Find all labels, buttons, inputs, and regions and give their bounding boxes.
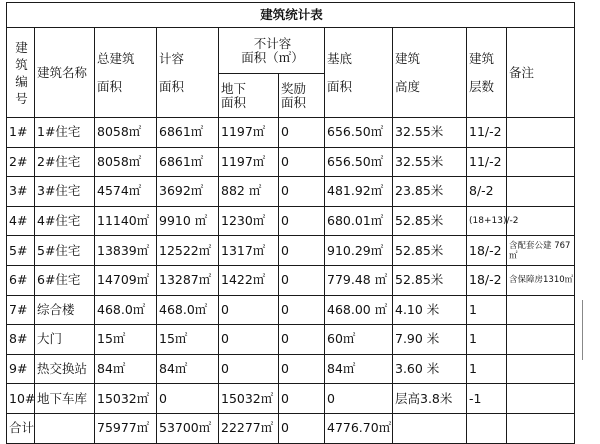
cell-base: 680.01㎡ xyxy=(325,206,393,236)
cell-total: 15㎡ xyxy=(95,325,157,355)
cell-id: 5# xyxy=(7,236,35,266)
margin-line xyxy=(582,300,583,360)
cell-height: 32.55米 xyxy=(393,118,467,148)
cell-counted: 13287㎡ xyxy=(157,265,219,295)
cell-floors: 18/-2 xyxy=(467,236,507,266)
cell-underground: 1197㎡ xyxy=(219,147,279,177)
header-base-area: 基底 面积 xyxy=(325,28,393,118)
cell-bonus: 0 xyxy=(279,384,325,414)
cell-underground: 0 xyxy=(219,354,279,384)
table-row xyxy=(7,147,575,177)
cell-total: 11140㎡ xyxy=(95,206,157,236)
cell-counted: 468.0㎡ xyxy=(157,295,219,325)
cell-remark: 含配套公建 767㎡ xyxy=(507,236,575,266)
cell-name: 5#住宅 xyxy=(35,236,95,266)
cell-base: 4776.70㎡ xyxy=(325,413,393,443)
cell-remark xyxy=(507,118,575,148)
cell-remark xyxy=(507,325,575,355)
cell-height: 52.85米 xyxy=(393,206,467,236)
cell-remark xyxy=(507,413,575,443)
table-row xyxy=(7,206,575,236)
cell-floors: 1 xyxy=(467,295,507,325)
cell-total: 13839㎡ xyxy=(95,236,157,266)
cell-name: 地下车库 xyxy=(35,384,95,414)
cell-remark xyxy=(507,384,575,414)
cell-floors: 1 xyxy=(467,325,507,355)
table-title: 建筑统计表 xyxy=(7,3,575,28)
cell-base: 656.50㎡ xyxy=(325,147,393,177)
cell-base: 910.29㎡ xyxy=(325,236,393,266)
cell-total: 75977㎡ xyxy=(95,413,157,443)
cell-underground: 15032㎡ xyxy=(219,384,279,414)
cell-underground: 22277㎡ xyxy=(219,413,279,443)
cell-height xyxy=(393,413,467,443)
table-body xyxy=(7,118,575,444)
table-row xyxy=(7,325,575,355)
cell-height: 层高3.8米 xyxy=(393,384,467,414)
header-building-number: 建 筑 编 号 xyxy=(7,28,35,118)
cell-floors xyxy=(467,413,507,443)
cell-base: 0 xyxy=(325,384,393,414)
cell-height: 3.60 米 xyxy=(393,354,467,384)
cell-bonus: 0 xyxy=(279,354,325,384)
table-row xyxy=(7,354,575,384)
cell-name: 1#住宅 xyxy=(35,118,95,148)
table-row xyxy=(7,236,575,266)
header-underground-area: 地下 面积 xyxy=(219,74,279,118)
cell-name: 2#住宅 xyxy=(35,147,95,177)
cell-id: 合计 xyxy=(7,413,35,443)
cell-total: 468.0㎡ xyxy=(95,295,157,325)
table-row xyxy=(7,265,575,295)
cell-underground: 882 ㎡ xyxy=(219,177,279,207)
cell-remark xyxy=(507,177,575,207)
header-building-floors: 建筑 层数 xyxy=(467,28,507,118)
table-row xyxy=(7,384,575,414)
header-not-counted-area: 不计容 面积（㎡） xyxy=(219,28,325,74)
cell-bonus: 0 xyxy=(279,206,325,236)
cell-height: 32.55米 xyxy=(393,147,467,177)
cell-name xyxy=(35,413,95,443)
cell-floors: 8/-2 xyxy=(467,177,507,207)
cell-id: 2# xyxy=(7,147,35,177)
cell-base: 468.00 ㎡ xyxy=(325,295,393,325)
cell-id: 7# xyxy=(7,295,35,325)
cell-id: 9# xyxy=(7,354,35,384)
cell-counted: 6861㎡ xyxy=(157,147,219,177)
cell-bonus: 0 xyxy=(279,236,325,266)
header-building-name: 建筑名称 xyxy=(35,28,95,118)
cell-total: 15032㎡ xyxy=(95,384,157,414)
cell-counted: 0 xyxy=(157,384,219,414)
cell-name: 大门 xyxy=(35,325,95,355)
cell-remark xyxy=(507,354,575,384)
cell-name: 6#住宅 xyxy=(35,265,95,295)
table-row xyxy=(7,295,575,325)
cell-remark xyxy=(507,295,575,325)
cell-floors: 18/-2 xyxy=(467,265,507,295)
cell-floors: -1 xyxy=(467,384,507,414)
cell-base: 779.48 ㎡ xyxy=(325,265,393,295)
cell-remark xyxy=(507,147,575,177)
cell-base: 84㎡ xyxy=(325,354,393,384)
cell-remark: 含保障房1310㎡ xyxy=(507,265,575,295)
cell-underground: 1317㎡ xyxy=(219,236,279,266)
header-remark: 备注 xyxy=(507,28,575,118)
cell-height: 7.90 米 xyxy=(393,325,467,355)
cell-base: 481.92㎡ xyxy=(325,177,393,207)
cell-floors: 11/-2 xyxy=(467,147,507,177)
building-stats-table xyxy=(6,2,575,444)
cell-counted: 84㎡ xyxy=(157,354,219,384)
cell-height: 23.85米 xyxy=(393,177,467,207)
cell-id: 1# xyxy=(7,118,35,148)
cell-counted: 3692㎡ xyxy=(157,177,219,207)
header-total-area: 总建筑 面积 xyxy=(95,28,157,118)
cell-total: 84㎡ xyxy=(95,354,157,384)
header-row-1 xyxy=(7,28,575,74)
cell-bonus: 0 xyxy=(279,295,325,325)
cell-id: 8# xyxy=(7,325,35,355)
cell-id: 3# xyxy=(7,177,35,207)
cell-id: 10# xyxy=(7,384,35,414)
cell-total: 14709㎡ xyxy=(95,265,157,295)
cell-bonus: 0 xyxy=(279,265,325,295)
cell-floors: 11/-2 xyxy=(467,118,507,148)
cell-underground: 0 xyxy=(219,295,279,325)
cell-id: 6# xyxy=(7,265,35,295)
cell-underground: 1230㎡ xyxy=(219,206,279,236)
cell-name: 4#住宅 xyxy=(35,206,95,236)
table-row xyxy=(7,177,575,207)
cell-total: 8058㎡ xyxy=(95,147,157,177)
cell-counted: 53700㎡ xyxy=(157,413,219,443)
cell-bonus: 0 xyxy=(279,118,325,148)
header-bonus-area: 奖励 面积 xyxy=(279,74,325,118)
title-row xyxy=(7,3,575,28)
cell-bonus: 0 xyxy=(279,325,325,355)
header-building-height: 建筑 高度 xyxy=(393,28,467,118)
cell-height: 52.85米 xyxy=(393,236,467,266)
cell-underground: 1422㎡ xyxy=(219,265,279,295)
cell-bonus: 0 xyxy=(279,177,325,207)
table-row xyxy=(7,413,575,443)
cell-floors: (18+13)/-2 xyxy=(467,206,507,236)
cell-bonus: 0 xyxy=(279,147,325,177)
cell-counted: 6861㎡ xyxy=(157,118,219,148)
cell-floors: 1 xyxy=(467,354,507,384)
cell-bonus: 0 xyxy=(279,413,325,443)
cell-base: 656.50㎡ xyxy=(325,118,393,148)
cell-underground: 1197㎡ xyxy=(219,118,279,148)
cell-id: 4# xyxy=(7,206,35,236)
cell-counted: 9910 ㎡ xyxy=(157,206,219,236)
cell-total: 8058㎡ xyxy=(95,118,157,148)
cell-counted: 12522㎡ xyxy=(157,236,219,266)
cell-name: 综合楼 xyxy=(35,295,95,325)
cell-underground: 0 xyxy=(219,325,279,355)
cell-total: 4574㎡ xyxy=(95,177,157,207)
cell-name: 3#住宅 xyxy=(35,177,95,207)
cell-base: 60㎡ xyxy=(325,325,393,355)
header-counted-area: 计容 面积 xyxy=(157,28,219,118)
building-stats-document xyxy=(6,2,575,444)
cell-height: 4.10 米 xyxy=(393,295,467,325)
table-row xyxy=(7,118,575,148)
cell-height: 52.85米 xyxy=(393,265,467,295)
cell-name: 热交换站 xyxy=(35,354,95,384)
cell-counted: 15㎡ xyxy=(157,325,219,355)
